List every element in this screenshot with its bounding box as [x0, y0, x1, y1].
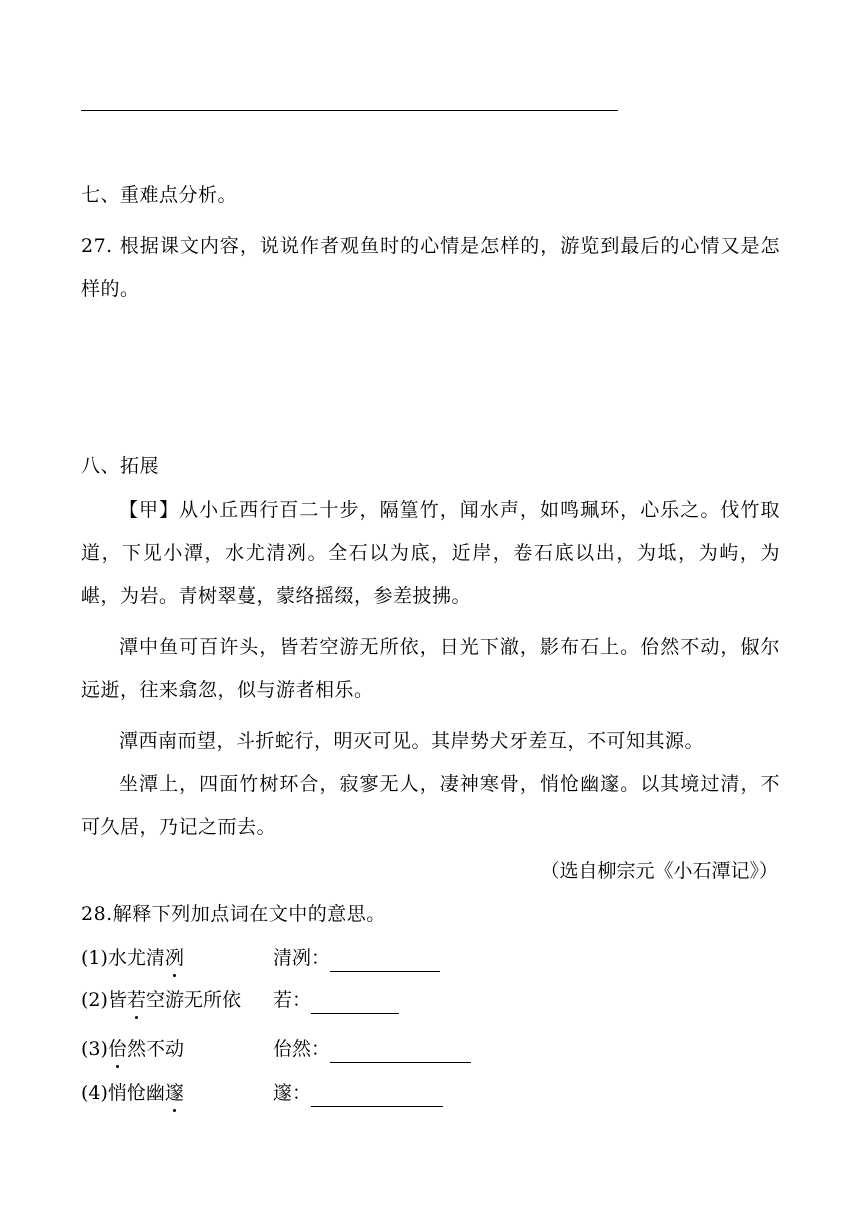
item-phrase: 佁然不动 [108, 1035, 184, 1063]
dotted-char: 若 [127, 986, 146, 1014]
section-7-heading: 七、重难点分析。 [81, 184, 238, 206]
dotted-char: 冽 [165, 944, 184, 972]
answer-blank[interactable] [311, 991, 399, 1014]
item-answer [273, 944, 440, 972]
passage-source: （选自柳宗元《小石潭记》） [540, 860, 778, 882]
item-number: (2) [81, 989, 108, 1011]
item-phrase: 皆若空游无所依 [108, 986, 241, 1014]
section-8-heading: 八、拓展 [81, 455, 160, 477]
vocab-item-2 [81, 986, 312, 1014]
question-28-prompt: 28.解释下列加点词在文中的意思。 [81, 903, 386, 925]
dotted-char: 佁 [108, 1035, 127, 1063]
question-27: 27. 根据课文内容，说说作者观鱼时的心情是怎样的，游览到最后的心情又是怎样的。 [81, 235, 780, 300]
item-phrase: 悄怆幽邃 [108, 1079, 184, 1107]
item-number: (3) [81, 1038, 108, 1060]
vocab-item-4 [81, 1079, 312, 1107]
answer-label: 邃： [273, 1082, 312, 1104]
item-answer [273, 1079, 443, 1107]
passage-paragraph-3: 潭西南而望，斗折蛇行，明灭可见。其岸势犬牙差互，不可知其源。 [119, 730, 705, 752]
answer-label: 若： [273, 989, 312, 1011]
item-answer [273, 986, 399, 1014]
answer-label: 佁然： [273, 1038, 331, 1060]
item-answer [273, 1035, 471, 1063]
answer-line [81, 110, 618, 111]
item-phrase: 水尤清冽 [108, 944, 184, 972]
item-number: (1) [81, 947, 108, 969]
vocab-item-1 [81, 944, 331, 972]
answer-blank[interactable] [330, 1040, 471, 1063]
answer-blank[interactable] [330, 949, 440, 972]
answer-blank[interactable] [311, 1084, 443, 1107]
passage-paragraph-2: 潭中鱼可百许头，皆若空游无所依，日光下澈，影布石上。佁然不动，俶尔远逝，往来翕忽，似与游者相乐。 [81, 636, 780, 701]
vocab-item-3 [81, 1035, 331, 1063]
dotted-char: 邃 [165, 1079, 184, 1107]
answer-label: 清冽： [273, 947, 331, 969]
passage-paragraph-4: 坐潭上，四面竹树环合，寂寥无人，凄神寒骨，悄怆幽邃。以其境过清，不可久居，乃记之而去。 [81, 773, 780, 838]
item-number: (4) [81, 1082, 108, 1104]
passage-paragraph-1: 【甲】从小丘西行百二十步，隔篁竹，闻水声，如鸣珮环，心乐之。伐竹取道，下见小潭，水尤清冽。全石以为底，近岸，卷石底以出，为坻，为屿，为嵁，为岩。青树翠蔓，蒙络摇缀，参差披拂。 [81, 499, 780, 607]
